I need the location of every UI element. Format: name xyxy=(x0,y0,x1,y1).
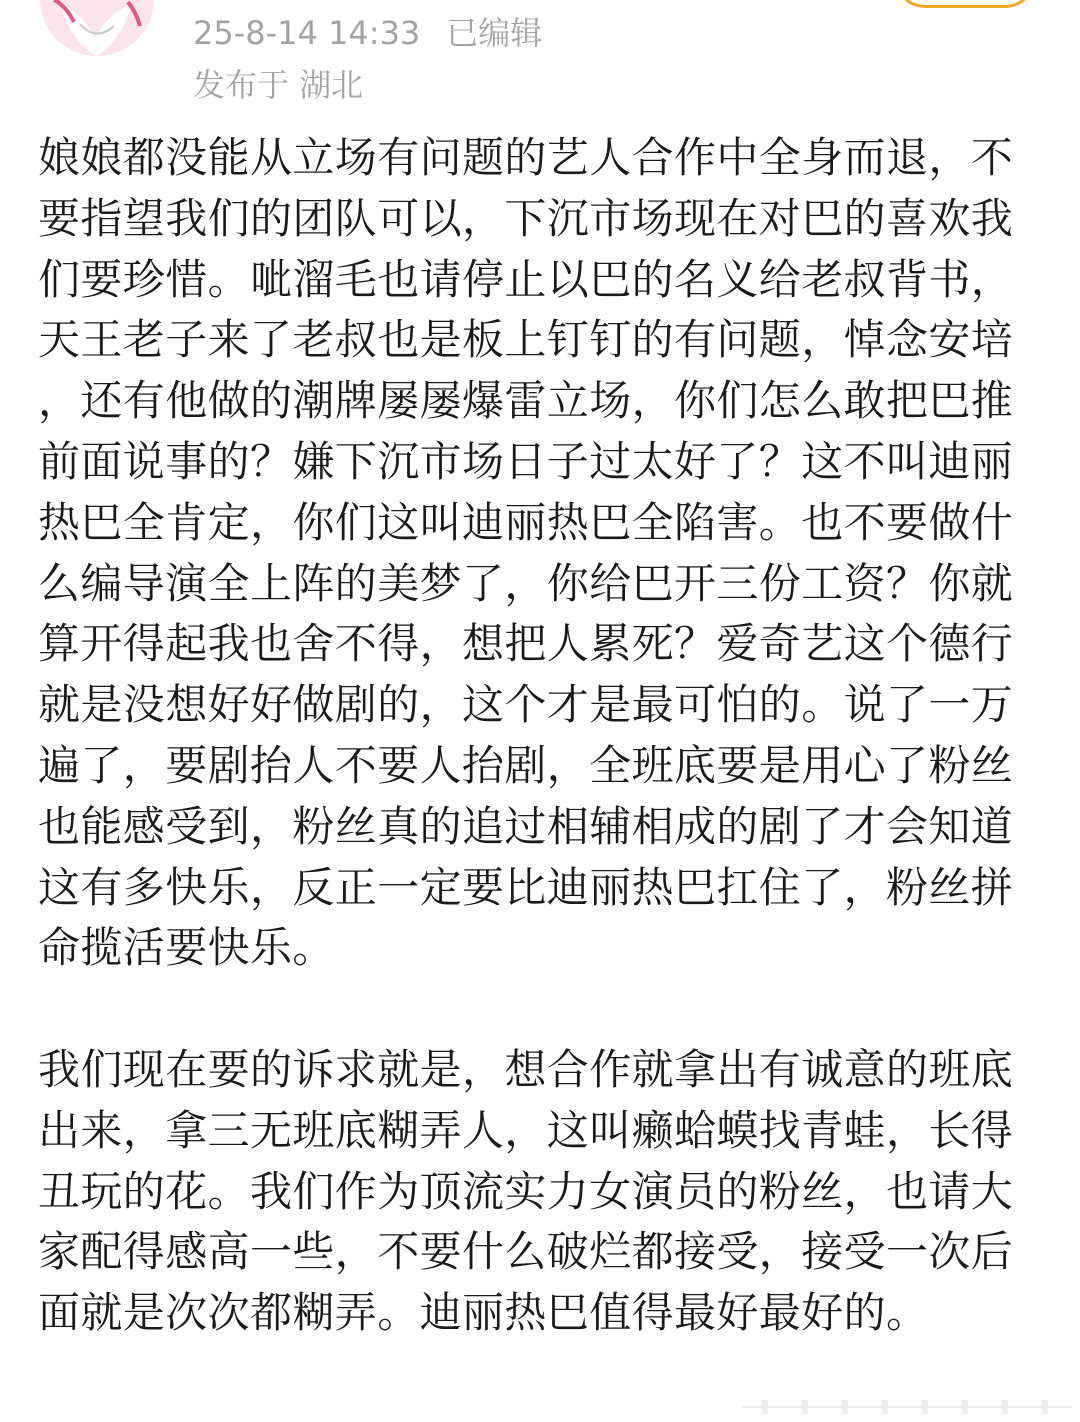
edited-label: 已编辑 xyxy=(446,14,543,52)
post-header xyxy=(0,0,1080,110)
post-paragraph-1: 娘娘都没能从立场有问题的艺人合作中全身而退，不要指望我们的团队可以，下沉市场现在对巴的喜欢我们要珍惜。呲溜毛也请停止以巴的名义给老叔背书，天王老子来了老叔也是板上钉钉的有问题，悼念安培，还有他做的潮牌屡屡爆雷立场，你们怎么敢把巴推前面说事的？嫌下沉市场日子过太好了？这不叫迪丽热巴全肯定，你们这叫迪丽热巴全陷害。也不要做什么编导演全上阵的美梦了，你给巴开三份工资？你就算开得起我也舍不得，想把人累死？爱奇艺这个德行就是没想好好做剧的，这个才是最可怕的。说了一万遍了，要剧抬人不要人抬剧，全班底要是用心了粉丝也能感受到，粉丝真的追过相辅相成的剧了才会知道这有多快乐，反正一定要比迪丽热巴扛住了，粉丝拼命揽活要快乐。 xyxy=(38,133,1014,973)
post-body xyxy=(38,128,1048,1344)
watermark-logo xyxy=(742,1396,1072,1418)
post-meta xyxy=(193,8,542,54)
follow-button[interactable] xyxy=(892,0,1038,8)
avatar[interactable] xyxy=(40,0,154,56)
avatar-image xyxy=(40,0,154,56)
post-location: 发布于 湖北 xyxy=(193,66,364,104)
post-paragraph-2: 我们现在要的诉求就是，想合作就拿出有诚意的班底出来，拿三无班底糊弄人，这叫癞蛤蟆找青蛙，长得丑玩的花。我们作为顶流实力女演员的粉丝，也请大家配得感高一些，不要什么破烂都接受，接受一次后面就是次次都糊弄。迪丽热巴值得最好最好的。 xyxy=(38,1044,1014,1338)
post-timestamp: 25-8-14 14:33 xyxy=(193,14,421,52)
